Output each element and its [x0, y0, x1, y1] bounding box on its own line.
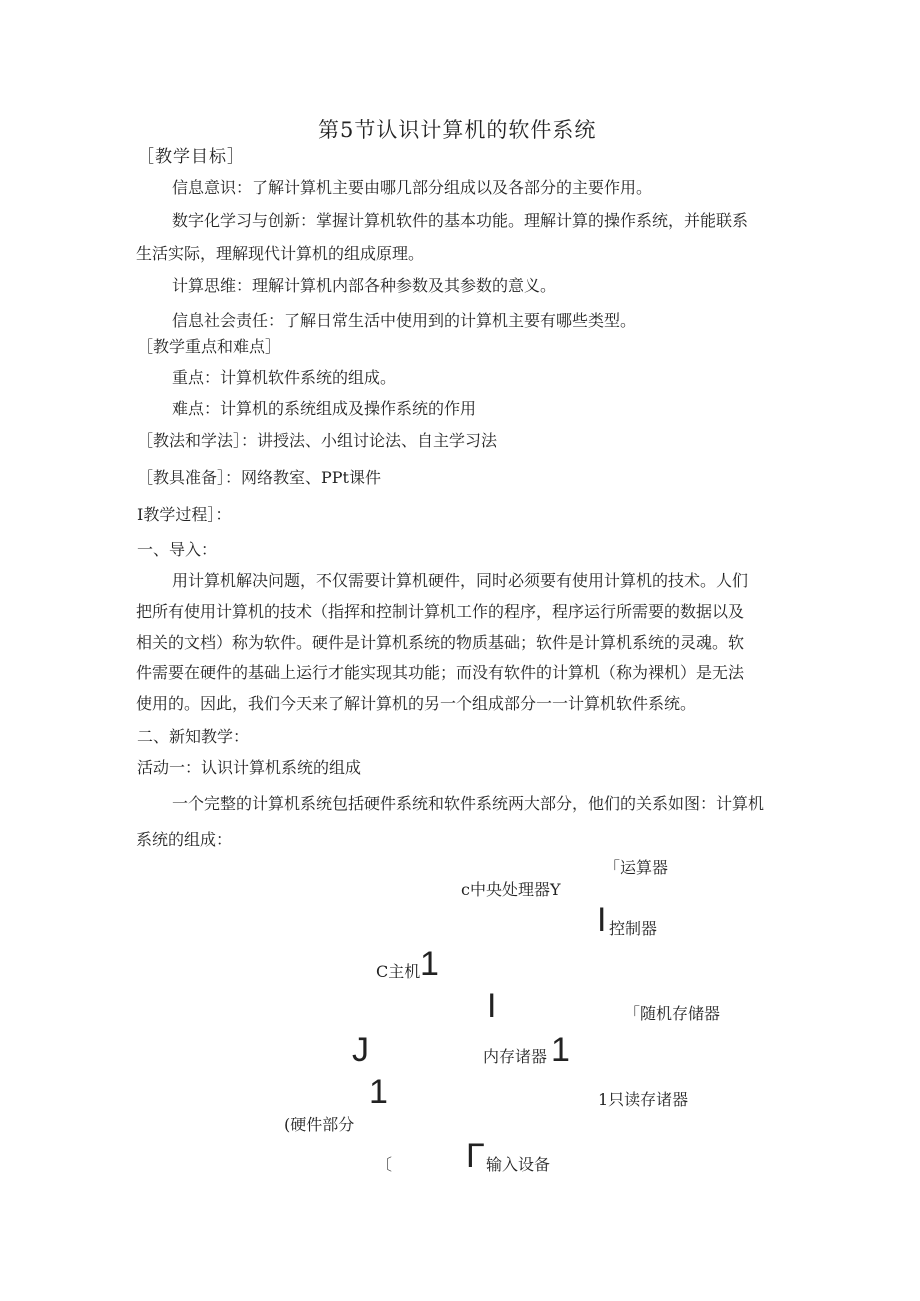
paragraph-goal-digital-1: 数字化学习与创新：掌握计算机软件的基本功能。理解计算的操作系统，并能联系 [172, 211, 749, 230]
diagram-bracket-mark: 1 [369, 1073, 388, 1111]
diagram-label-input: 输入设备 [486, 1155, 551, 1174]
diagram-label-controller: 控制器 [609, 919, 658, 938]
section-heading-goals: ［教学目标］ [137, 147, 245, 167]
diagram-label-host: C主机 [376, 962, 421, 981]
paragraph-intro-5: 使用的。因此，我们今天来了解计算机的另一个组成部分一一计算机软件系统。 [136, 694, 697, 713]
section-heading-key-points: ［教学重点和难点］ [137, 337, 282, 356]
section-heading-intro: 一、导入： [137, 540, 218, 559]
page-title: 第5节认识计算机的软件系统 [318, 118, 597, 142]
paragraph-goal-digital-2: 生活实际，理解现代计算机的组成原理。 [136, 244, 425, 263]
paragraph-system-2: 系统的组成： [136, 830, 233, 849]
diagram-label-cpu: c中央处理器Y [461, 880, 561, 899]
diagram-bracket-mark: 〔 [376, 1155, 393, 1174]
paragraph-goal-thinking: 计算思维：理解计算机内部各种参数及其参数的意义。 [172, 276, 557, 295]
diagram-label-rom: 1只读存诸器 [598, 1090, 689, 1109]
diagram-bracket-mark: 1 [551, 1031, 570, 1069]
section-heading-process: I教学过程］： [137, 505, 232, 524]
paragraph-methods: ［教法和学法］：讲授法、小组讨论法、自主学习法 [137, 431, 498, 450]
paragraph-intro-1: 用计算机解决问题，不仅需要计算机硬件，同时必须要有使用计算机的技术。人们 [172, 571, 749, 590]
paragraph-goal-society: 信息社会责任：了解日常生活中使用到的计算机主要有哪些类型。 [172, 311, 637, 330]
section-heading-new-knowledge: 二、新知教学： [137, 727, 250, 746]
diagram-bracket-mark: J [352, 1031, 369, 1069]
diagram-label-hardware: (硬件部分 [284, 1115, 355, 1134]
paragraph-goal-info: 信息意识：了解计算机主要由哪几部分组成以及各部分的主要作用。 [172, 178, 653, 197]
diagram-bracket-mark: Γ [466, 1137, 485, 1175]
diagram-bracket-mark: I [487, 987, 497, 1025]
diagram-label-alu: 「运算器 [604, 858, 669, 877]
diagram-label-memory: 内存诸器 [483, 1047, 548, 1066]
diagram-bracket-mark: I [597, 901, 607, 939]
activity-heading: 活动一：认识计算机系统的组成 [137, 758, 362, 777]
paragraph-intro-4: 件需要在硬件的基础上运行才能实现其功能；而没有软件的计算机（称为裸机）是无法 [136, 663, 745, 682]
paragraph-key-point: 重点：计算机软件系统的组成。 [172, 368, 397, 387]
paragraph-tools: ［教具准备］：网络教室、PPt课件 [137, 468, 381, 487]
diagram-bracket-mark: 1 [420, 945, 439, 983]
paragraph-intro-2: 把所有使用计算机的技术（指挥和控制计算机工作的程序，程序运行所需要的数据以及 [136, 602, 745, 621]
paragraph-difficult-point: 难点：计算机的系统组成及操作系统的作用 [172, 399, 477, 418]
diagram-label-ram: 「随机存储器 [624, 1004, 721, 1023]
paragraph-intro-3: 相关的文档）称为软件。硬件是计算机系统的物质基础；软件是计算机系统的灵魂。软 [136, 633, 745, 652]
paragraph-system-1: 一个完整的计算机系统包括硬件系统和软件系统两大部分，他们的关系如图：计算机 [172, 794, 765, 813]
